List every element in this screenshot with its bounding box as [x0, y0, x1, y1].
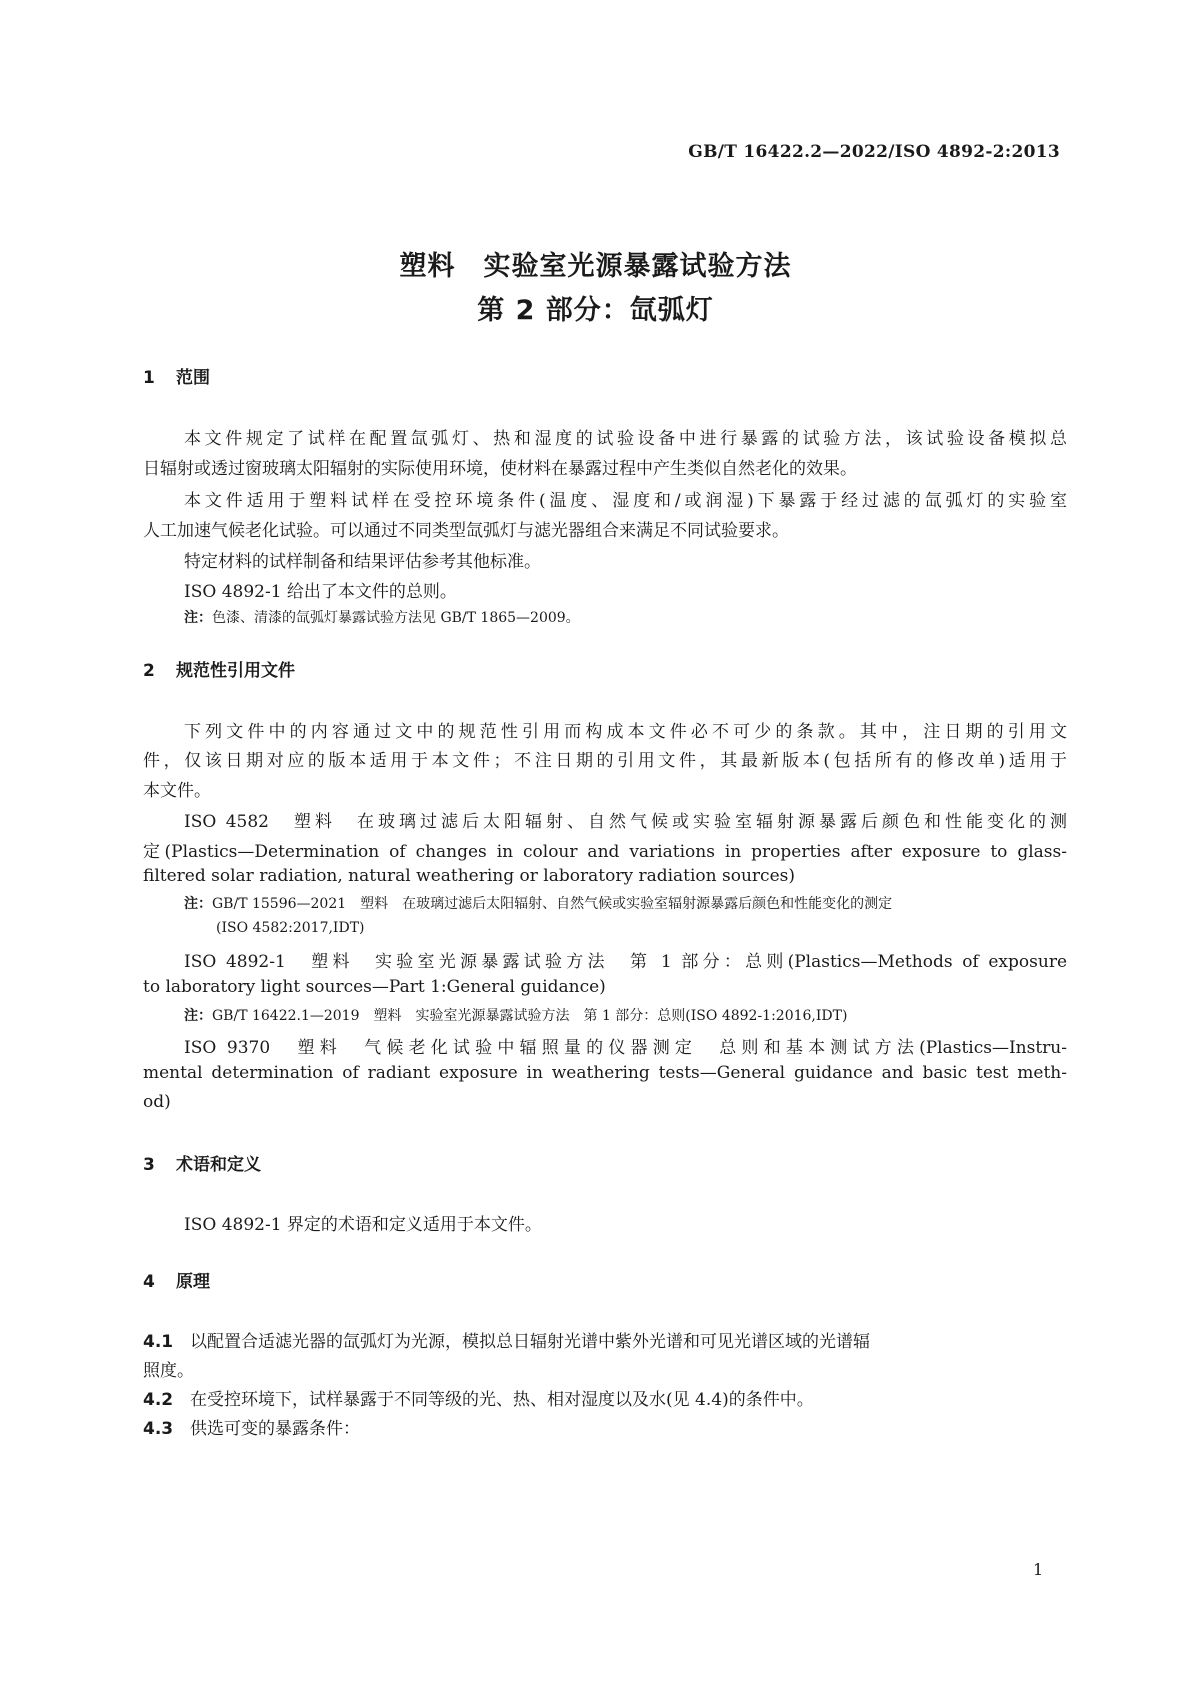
reference-line: ISO 9370 塑料 气候老化试验中辐照量的仪器测定 总则和基本测试方法(Plastics—Instru-	[184, 1038, 1067, 1058]
section-number: 2	[143, 661, 155, 681]
section-number: 4	[143, 1272, 155, 1292]
section-1-heading	[143, 363, 210, 388]
note-continuation: (ISO 4582:2017,IDT)	[216, 920, 365, 936]
note-label: 注：	[184, 1008, 212, 1024]
paragraph-line: 本文件规定了试样在配置氙弧灯、热和湿度的试验设备中进行暴露的试验方法，该试验设备模拟总	[184, 429, 1067, 449]
document-title-line2: 第 2 部分：氙弧灯	[477, 295, 714, 326]
paragraph-line: 本文件适用于塑料试样在受控环境条件(温度、湿度和/或润湿)下暴露于经过滤的氙弧灯的实验室	[184, 491, 1067, 511]
note-text: 色漆、清漆的氙弧灯暴露试验方法见 GB/T 1865—2009。	[212, 610, 580, 626]
note	[184, 607, 580, 627]
section-4-heading	[143, 1267, 210, 1292]
paragraph-line: ISO 4892-1 给出了本文件的总则。	[184, 582, 457, 602]
paragraph-line: 日辐射或透过窗玻璃太阳辐射的实际使用环境，使材料在暴露过程中产生类似自然老化的效果。	[143, 459, 857, 479]
note-text: GB/T 15596—2021 塑料 在玻璃过滤后太阳辐射、自然气候或实验室辐射源暴露后颜色和性能变化的测定	[212, 896, 893, 912]
paragraph-line: 本文件。	[143, 781, 211, 801]
reference-line: filtered solar radiation, natural weathering or laboratory radiation sources)	[143, 866, 795, 886]
section-title: 原理	[176, 1272, 210, 1292]
reference-line: od)	[143, 1092, 171, 1112]
note	[184, 1005, 847, 1025]
paragraph-line: 照度。	[143, 1361, 194, 1381]
section-title: 规范性引用文件	[176, 661, 295, 681]
standard-number-header: GB/T 16422.2—2022/ISO 4892-2:2013	[688, 142, 1060, 162]
reference-line: ISO 4892-1 塑料 实验室光源暴露试验方法 第 1 部分：总则(Plastics—Methods of exposure	[184, 952, 1067, 972]
clause-text: 在受控环境下，试样暴露于不同等级的光、热、相对湿度以及水(见 4.4)的条件中。	[190, 1390, 814, 1410]
clause-number: 4.3	[143, 1419, 174, 1439]
note-label: 注：	[184, 896, 212, 912]
section-3-heading	[143, 1150, 261, 1175]
section-number: 1	[143, 368, 155, 388]
section-number: 3	[143, 1155, 155, 1175]
clause-number: 4.1	[143, 1332, 174, 1352]
clause-4-2	[143, 1385, 814, 1410]
note-text: GB/T 16422.1—2019 塑料 实验室光源暴露试验方法 第 1 部分：总则(ISO 4892-1:2016,IDT)	[212, 1008, 848, 1024]
section-title: 范围	[176, 368, 210, 388]
document-title-line1: 塑料 实验室光源暴露试验方法	[399, 251, 792, 282]
clause-number: 4.2	[143, 1390, 174, 1410]
note	[184, 893, 892, 913]
clause-text: 供选可变的暴露条件：	[190, 1419, 360, 1439]
note-label: 注：	[184, 610, 212, 626]
clause-4-3	[143, 1414, 360, 1439]
reference-line: ISO 4582 塑料 在玻璃过滤后太阳辐射、自然气候或实验室辐射源暴露后颜色和性能变化的测	[184, 812, 1067, 832]
reference-line: to laboratory light sources—Part 1:General guidance)	[143, 977, 606, 997]
paragraph-line: 件，仅该日期对应的版本适用于本文件；不注日期的引用文件，其最新版本(包括所有的修改单)适用于	[143, 751, 1067, 771]
section-2-heading	[143, 656, 295, 681]
section-title: 术语和定义	[176, 1155, 261, 1175]
paragraph-line: 人工加速气候老化试验。可以通过不同类型氙弧灯与滤光器组合来满足不同试验要求。	[143, 521, 789, 541]
clause-4-1	[143, 1327, 870, 1352]
reference-line: 定(Plastics—Determination of changes in colour and variations in properties after exposure to glass-	[143, 842, 1067, 862]
clause-text: 以配置合适滤光器的氙弧灯为光源，模拟总日辐射光谱中紫外光谱和可见光谱区域的光谱辐	[190, 1332, 870, 1352]
reference-line: mental determination of radiant exposure in weathering tests—General guidance and basic test meth-	[143, 1063, 1067, 1083]
paragraph-line: 下列文件中的内容通过文中的规范性引用而构成本文件必不可少的条款。其中，注日期的引用文	[184, 722, 1067, 742]
paragraph-line: ISO 4892-1 界定的术语和定义适用于本文件。	[184, 1215, 542, 1235]
page-number: 1	[1033, 1560, 1044, 1579]
paragraph-line: 特定材料的试样制备和结果评估参考其他标准。	[184, 552, 541, 572]
